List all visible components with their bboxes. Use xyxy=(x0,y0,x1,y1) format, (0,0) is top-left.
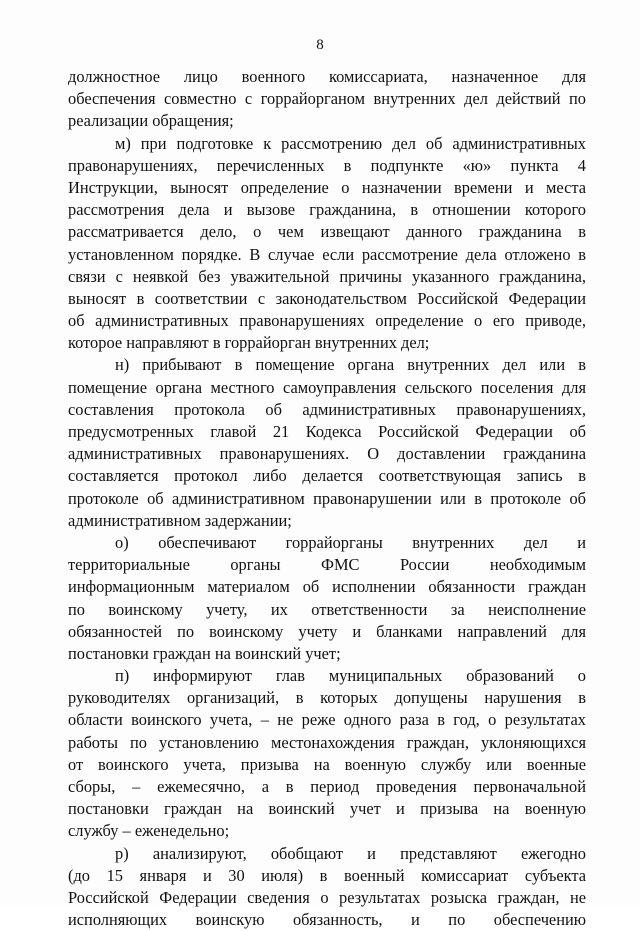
text-line: информационным материалом об исполнении обязанности граждан xyxy=(68,577,586,597)
text-line: п) информируют глав муниципальных образований о xyxy=(115,666,586,686)
text-line: постановки граждан на воинский учет; xyxy=(68,643,341,663)
text-line: обязанностей по воинскому учету и бланками направлений для xyxy=(68,621,586,641)
text-line: от воинского учета, призыва на военную службу или военные xyxy=(68,754,586,774)
text-line: исполняющих воинскую обязанность, и по обеспечению xyxy=(68,910,586,930)
text-line: предусмотренных главой 21 Кодекса Российской Федерации об xyxy=(68,422,586,441)
text-line: сборы, – ежемесячно, а в период проведения первоначальной xyxy=(68,777,586,796)
text-line: установленном порядке. В случае если рассмотрение дела отложено в xyxy=(68,244,586,264)
text-line: реализации обращения; xyxy=(68,111,234,131)
page-number: 8 xyxy=(316,37,324,53)
text-line: об административных правонарушениях определение о его приводе, xyxy=(68,311,586,331)
text-line: обеспечения совместно с горрайорганом внутренних дел действий по xyxy=(68,89,586,109)
text-line: области воинского учета, – не реже одного раза в год, о результатах xyxy=(68,710,586,730)
text-line: составляется протокол либо делается соответствующая запись в xyxy=(68,466,586,486)
text-line: о) обеспечивают горрайорганы внутренних дел и xyxy=(115,532,586,552)
text-line: службу – еженедельно; xyxy=(68,821,230,841)
text-line: административных правонарушениях. О доставлении гражданина xyxy=(68,444,586,464)
text-line: Российской Федерации сведения о результатах розыска граждан, не xyxy=(68,887,586,907)
document-body xyxy=(68,66,586,931)
text-line: н) прибывают в помещение органа внутренних дел или в xyxy=(115,355,586,375)
text-line: составления протокола об административных правонарушениях, xyxy=(68,399,586,419)
text-line: рассмотрения дела и вызове гражданина, в отношении которого xyxy=(68,200,586,220)
text-line: которое направляют в горрайорган внутренних дел; xyxy=(68,333,430,353)
text-line: помещение органа местного самоуправления сельского поселения для xyxy=(68,377,586,397)
text-line: постановки граждан на воинский учет и призыва на военную xyxy=(68,799,586,819)
text-line: м) при подготовке к рассмотрению дел об административных xyxy=(115,133,586,153)
text-line: р) анализируют, обобщают и представляют ежегодно xyxy=(115,843,586,863)
text-line: территориальные органы ФМС России необходимым xyxy=(68,555,586,575)
text-line: работы по установлению местонахождения граждан, уклоняющихся xyxy=(68,732,586,752)
text-line: (до 15 января и 30 июля) в военный комиссариат субъекта xyxy=(68,865,586,885)
text-line: протоколе об административном правонарушении или в протоколе об xyxy=(68,488,586,508)
text-line: должностное лицо военного комиссариата, назначенное для xyxy=(68,67,586,86)
text-line: рассматривается дело, о чем извещают данного гражданина в xyxy=(68,222,586,242)
text-line: выносят в соответствии с законодательством Российской Федерации xyxy=(68,288,586,308)
text-line: связи с неявкой без уважительной причины указанного гражданина, xyxy=(68,266,586,286)
text-line: по воинскому учету, их ответственности за неисполнение xyxy=(68,599,586,619)
text-line: Инструкции, выносят определение о назначении времени и места xyxy=(68,177,586,197)
text-line: административном задержании; xyxy=(68,510,292,530)
text-line: руководителях организаций, в которых допущены нарушения в xyxy=(68,688,586,708)
text-line: правонарушениях, перечисленных в подпункте «ю» пункта 4 xyxy=(68,155,586,175)
